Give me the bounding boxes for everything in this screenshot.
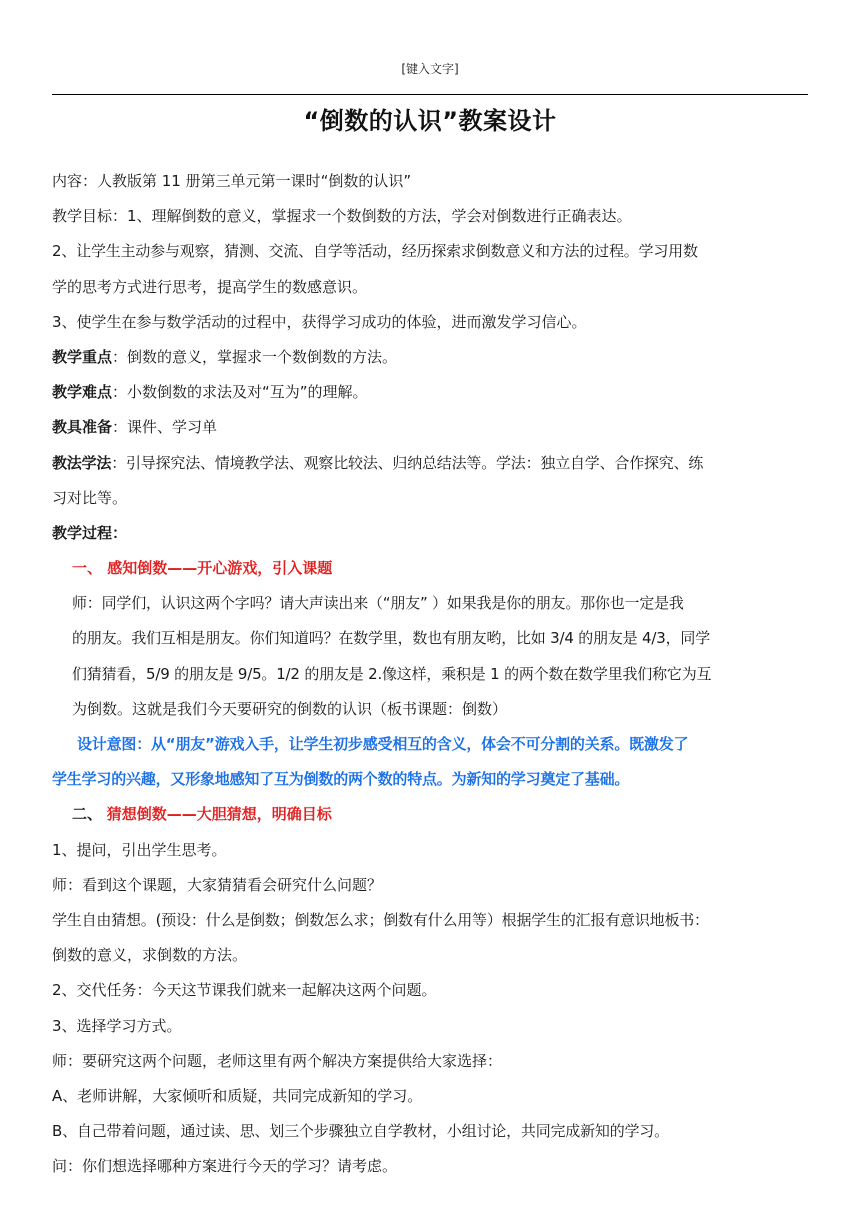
key-point-text: ：倒数的意义，掌握求一个数倒数的方法。 <box>112 347 398 366</box>
methods-text-1: ：引导探究法、情境教学法、观察比较法、归纳总结法等。学法：独立自学、合作探究、练 <box>111 453 704 472</box>
document-title: “倒数的认识”教案设计 <box>303 107 557 135</box>
goal-1: 1、理解倒数的意义，掌握求一个数倒数的方法，学会对倒数进行正确表达。 <box>127 207 632 226</box>
s2-guess-line-2: 倒数的意义，求倒数的方法。 <box>52 946 248 965</box>
section-1-line-3: 们猜猜看，5/9 的朋友是 9/5。1/2 的朋友是 2.像这样，乘积是 1 的两个数在数学里我们称它为互 <box>72 664 712 683</box>
s2-teacher-1: 师：看到这个课题，大家猜猜看会研究什么问题？ <box>52 875 383 894</box>
goal-2-line-2: 学的思考方式进行思考，提高学生的数感意识。 <box>52 277 368 296</box>
section-1-line-2: 的朋友。我们互相是朋友。你们知道吗？在数学里，数也有朋友哟，比如 3/4 的朋友是 4/3，同学 <box>72 629 710 648</box>
design-intent-line-1: 设计意图：从“朋友”游戏入手，让学生初步感受相互的含义，体会不可分割的关系。既激发了 <box>77 735 689 753</box>
section-2-heading: 猜想倒数——大胆猜想，明确目标 <box>106 805 332 824</box>
section-1-heading: 一、 感知倒数——开心游戏，引入课题 <box>72 559 333 578</box>
methods-label: 教法学法 <box>52 453 112 472</box>
section-1-line-4: 为倒数。这就是我们今天要研究的倒数的认识（板书课题：倒数） <box>72 699 508 718</box>
header-divider <box>52 94 808 95</box>
s2-option-a: A、老师讲解，大家倾听和质疑，共同完成新知的学习。 <box>52 1086 423 1105</box>
goal-line-1 <box>52 199 812 234</box>
s2-item-1: 1、提问，引出学生思考。 <box>52 840 227 859</box>
methods-line-1 <box>52 446 812 481</box>
process-label: 教学过程： <box>52 523 128 542</box>
s2-option-b: B、自己带着问题，通过读、思、划三个步骤独立自学教材，小组讨论，共同完成新知的学习。 <box>52 1122 669 1141</box>
key-point-line <box>52 340 812 375</box>
tools-text: ：课件、学习单 <box>112 418 218 437</box>
goal-2-line-1: 2、让学生主动参与观察，猜测、交流、自学等活动，经历探索求倒数意义和方法的过程。学习用数 <box>52 242 698 261</box>
s2-item-2: 2、交代任务：今天这节课我们就来一起解决这两个问题。 <box>52 981 437 1000</box>
section-2-number: 二、 <box>72 805 103 824</box>
goal-3: 3、使学生在参与数学活动的过程中，获得学习成功的体验，进而激发学习信心。 <box>52 312 587 331</box>
document-body <box>52 164 812 1184</box>
s2-question: 问：你们想选择哪种方案进行今天的学习？请考虑。 <box>52 1157 398 1176</box>
difficulty-label: 教学难点 <box>52 383 113 402</box>
s2-teacher-2: 师：要研究这两个问题，老师这里有两个解决方案提供给大家选择： <box>52 1051 503 1070</box>
s2-guess-line-1: 学生自由猜想。(预设：什么是倒数；倒数怎么求；倒数有什么用等）根据学生的汇报有意识地板书： <box>52 910 709 929</box>
section-2-heading-line <box>52 797 812 832</box>
methods-line-2: 习对比等。 <box>52 488 128 507</box>
tools-line <box>52 410 812 445</box>
tools-label: 教具准备 <box>52 418 113 437</box>
goal-label: 教学目标： <box>52 207 128 226</box>
design-intent-line-2: 学生学习的兴趣，又形象地感知了互为倒数的两个数的特点。为新知的学习奠定了基础。 <box>52 770 630 789</box>
s2-item-3: 3、选择学习方式。 <box>52 1016 182 1035</box>
section-1-line-1: 师：同学们，认识这两个字吗？请大声读出来（“朋友” ）如果我是你的朋友。那你也一定是我 <box>72 594 684 613</box>
content-line: 内容：人教版第 11 册第三单元第一课时“倒数的认识” <box>52 172 412 190</box>
header-placeholder: [键入文字] <box>401 62 459 76</box>
difficulty-line <box>52 375 812 410</box>
difficulty-text: ：小数倒数的求法及对“互为”的理解。 <box>112 383 368 402</box>
key-point-label: 教学重点 <box>52 347 113 366</box>
